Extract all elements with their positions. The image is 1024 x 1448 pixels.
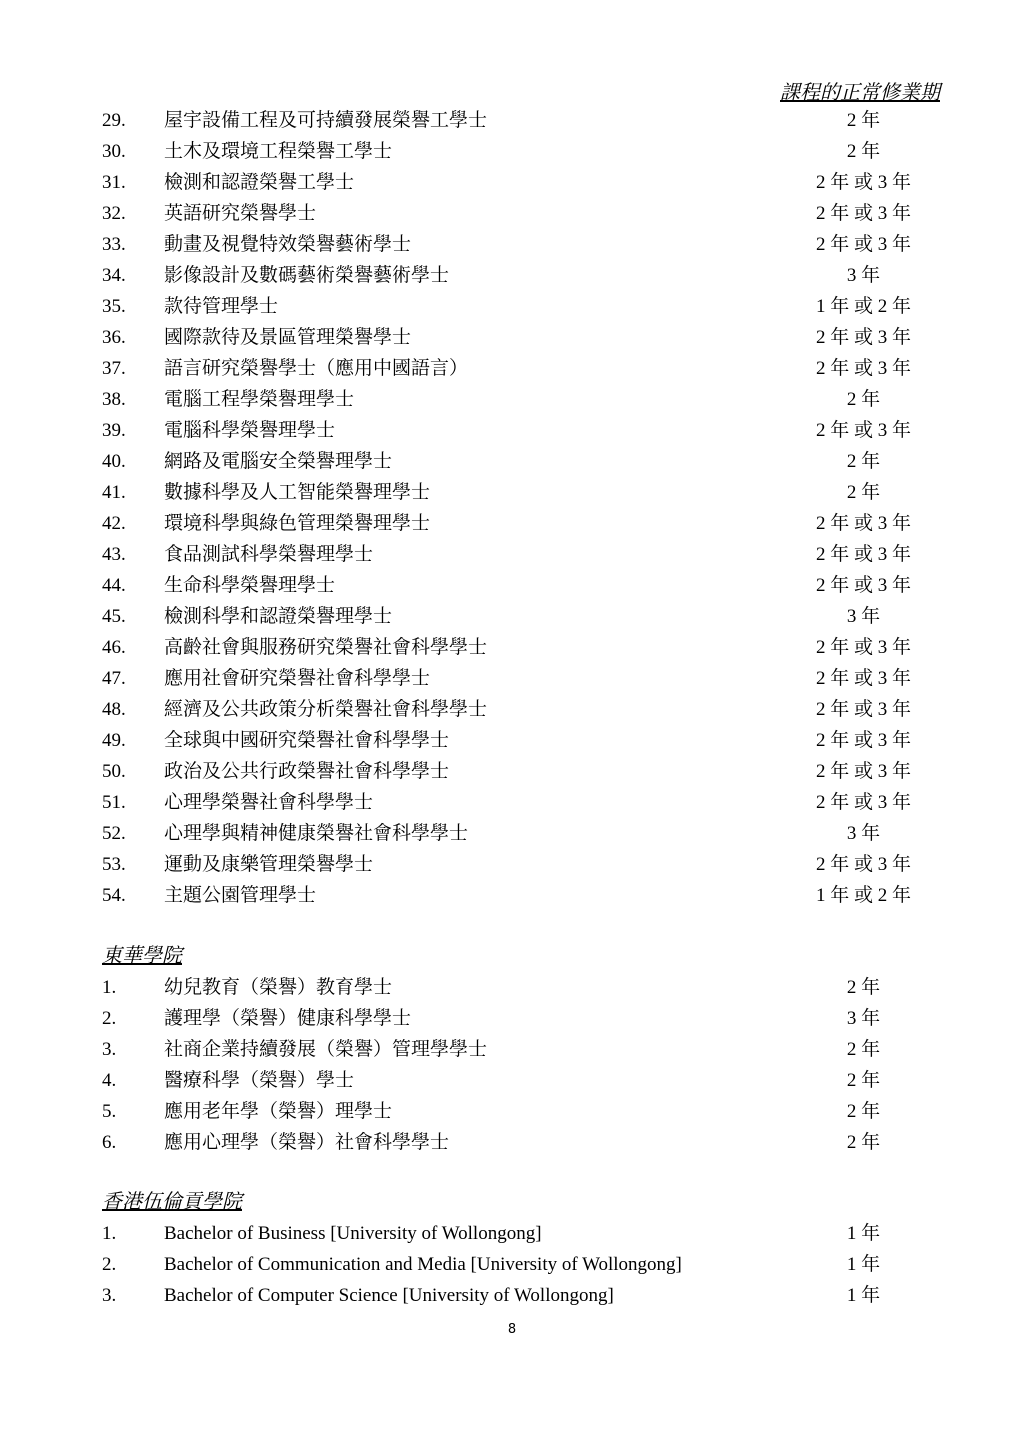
program-name: 檢測科學和認證榮譽理學士 xyxy=(164,606,393,627)
program-row xyxy=(102,1034,962,1065)
program-number: 41. xyxy=(102,482,126,503)
program-row xyxy=(102,1249,962,1280)
program-duration: 1 年 或 2 年 xyxy=(815,885,911,906)
program-name: Bachelor of Business [University of Wollongong] xyxy=(164,1223,542,1244)
program-row xyxy=(102,818,962,849)
program-row xyxy=(102,322,962,353)
program-number: 36. xyxy=(102,327,126,348)
program-name: 社商企業持續發展（榮譽）管理學學士 xyxy=(164,1039,488,1060)
program-number: 3. xyxy=(102,1285,117,1306)
program-name: 國際款待及景區管理榮譽學士 xyxy=(164,327,412,348)
program-name: 食品測試科學榮譽理學士 xyxy=(164,544,374,565)
program-name: 經濟及公共政策分析榮譽社會科學學士 xyxy=(164,699,488,720)
program-row xyxy=(102,260,962,291)
program-name: 土木及環境工程榮譽工學士 xyxy=(164,141,393,162)
program-row xyxy=(102,415,962,446)
program-duration: 2 年 或 3 年 xyxy=(815,575,911,596)
program-number: 34. xyxy=(102,265,126,286)
program-row xyxy=(102,880,962,911)
program-row xyxy=(102,849,962,880)
program-row xyxy=(102,1003,962,1034)
program-name: 心理學與精神健康榮譽社會科學學士 xyxy=(164,823,469,844)
program-duration: 2 年 xyxy=(846,482,881,503)
program-row xyxy=(102,1096,962,1127)
program-duration: 2 年 或 3 年 xyxy=(815,792,911,813)
program-duration: 2 年 或 3 年 xyxy=(815,420,911,441)
program-row xyxy=(102,229,962,260)
program-list-section-3 xyxy=(102,1218,962,1311)
program-number: 2. xyxy=(102,1254,117,1275)
program-name: 電腦科學榮譽理學士 xyxy=(164,420,336,441)
program-number: 29. xyxy=(102,110,126,131)
program-duration: 2 年 或 3 年 xyxy=(815,513,911,534)
program-duration: 2 年 或 3 年 xyxy=(815,203,911,224)
program-row xyxy=(102,477,962,508)
institution-title-uow: 香港伍倫貢學院 xyxy=(102,1191,242,1213)
program-row xyxy=(102,136,962,167)
program-name: 檢測和認證榮譽工學士 xyxy=(164,172,355,193)
program-number: 2. xyxy=(102,1008,117,1029)
program-name: 數據科學及人工智能榮譽理學士 xyxy=(164,482,431,503)
program-row xyxy=(102,508,962,539)
program-duration: 2 年 xyxy=(846,1039,881,1060)
program-duration: 2 年 xyxy=(846,1101,881,1122)
program-row xyxy=(102,694,962,725)
program-duration: 3 年 xyxy=(846,606,881,627)
program-row xyxy=(102,291,962,322)
program-name: 應用心理學（榮譽）社會科學學士 xyxy=(164,1132,450,1153)
program-number: 32. xyxy=(102,203,126,224)
program-name: Bachelor of Computer Science [University of Wollongong] xyxy=(164,1285,614,1306)
program-duration: 2 年 或 3 年 xyxy=(815,699,911,720)
program-duration: 2 年 或 3 年 xyxy=(815,234,911,255)
program-row xyxy=(102,756,962,787)
program-number: 31. xyxy=(102,172,126,193)
program-row xyxy=(102,384,962,415)
program-list-section-1 xyxy=(102,105,962,911)
program-number: 53. xyxy=(102,854,126,875)
program-duration: 2 年 或 3 年 xyxy=(815,358,911,379)
program-number: 30. xyxy=(102,141,126,162)
program-number: 6. xyxy=(102,1132,117,1153)
program-duration: 2 年 xyxy=(846,451,881,472)
program-duration: 2 年 xyxy=(846,977,881,998)
program-duration: 2 年 或 3 年 xyxy=(815,730,911,751)
program-row xyxy=(102,167,962,198)
program-duration: 2 年 或 3 年 xyxy=(815,544,911,565)
program-number: 5. xyxy=(102,1101,117,1122)
program-number: 46. xyxy=(102,637,126,658)
program-duration: 2 年 或 3 年 xyxy=(815,668,911,689)
program-number: 51. xyxy=(102,792,126,813)
program-name: 網路及電腦安全榮譽理學士 xyxy=(164,451,393,472)
program-name: 影像設計及數碼藝術榮譽藝術學士 xyxy=(164,265,450,286)
program-name: 醫療科學（榮譽）學士 xyxy=(164,1070,355,1091)
duration-column-header: 課程的正常修業期 xyxy=(780,82,940,104)
program-name: 電腦工程學榮譽理學士 xyxy=(164,389,355,410)
program-row xyxy=(102,1065,962,1096)
program-number: 35. xyxy=(102,296,126,317)
program-name: 屋宇設備工程及可持續發展榮譽工學士 xyxy=(164,110,488,131)
program-duration: 2 年 xyxy=(846,1070,881,1091)
program-number: 43. xyxy=(102,544,126,565)
program-row xyxy=(102,198,962,229)
program-row xyxy=(102,1218,962,1249)
program-name: 高齡社會與服務研究榮譽社會科學學士 xyxy=(164,637,488,658)
program-row xyxy=(102,787,962,818)
program-number: 45. xyxy=(102,606,126,627)
program-name: 款待管理學士 xyxy=(164,296,279,317)
program-row xyxy=(102,539,962,570)
program-duration: 3 年 xyxy=(846,823,881,844)
program-duration: 1 年 或 2 年 xyxy=(815,296,911,317)
program-number: 50. xyxy=(102,761,126,782)
program-number: 3. xyxy=(102,1039,117,1060)
program-name: 全球與中國研究榮譽社會科學學士 xyxy=(164,730,450,751)
program-name: 幼兒教育（榮譽）教育學士 xyxy=(164,977,393,998)
program-row xyxy=(102,1127,962,1158)
program-row xyxy=(102,105,962,136)
institution-title-tung-wah: 東華學院 xyxy=(102,945,182,967)
program-number: 33. xyxy=(102,234,126,255)
program-name: 英語研究榮譽學士 xyxy=(164,203,317,224)
program-number: 52. xyxy=(102,823,126,844)
program-name: 主題公園管理學士 xyxy=(164,885,317,906)
page-number: 8 xyxy=(507,1322,517,1337)
program-number: 47. xyxy=(102,668,126,689)
program-row xyxy=(102,601,962,632)
program-number: 1. xyxy=(102,977,117,998)
program-number: 40. xyxy=(102,451,126,472)
program-duration: 1 年 xyxy=(846,1223,881,1244)
program-number: 37. xyxy=(102,358,126,379)
program-name: 生命科學榮譽理學士 xyxy=(164,575,336,596)
program-name: 應用社會研究榮譽社會科學學士 xyxy=(164,668,431,689)
program-duration: 2 年 xyxy=(846,110,881,131)
program-row xyxy=(102,446,962,477)
program-duration: 2 年 xyxy=(846,141,881,162)
program-row xyxy=(102,972,962,1003)
program-row xyxy=(102,353,962,384)
program-duration: 2 年 或 3 年 xyxy=(815,327,911,348)
program-name: 運動及康樂管理榮譽學士 xyxy=(164,854,374,875)
program-name: 應用老年學（榮譽）理學士 xyxy=(164,1101,393,1122)
program-name: 心理學榮譽社會科學學士 xyxy=(164,792,374,813)
program-row xyxy=(102,663,962,694)
program-row xyxy=(102,725,962,756)
program-duration: 1 年 xyxy=(846,1285,881,1306)
program-duration: 2 年 或 3 年 xyxy=(815,637,911,658)
program-name: 護理學（榮譽）健康科學學士 xyxy=(164,1008,412,1029)
program-duration: 2 年 或 3 年 xyxy=(815,854,911,875)
program-number: 42. xyxy=(102,513,126,534)
program-name: Bachelor of Communication and Media [University of Wollongong] xyxy=(164,1254,682,1275)
program-number: 4. xyxy=(102,1070,117,1091)
program-duration: 3 年 xyxy=(846,1008,881,1029)
program-number: 1. xyxy=(102,1223,117,1244)
program-list-section-2 xyxy=(102,972,962,1158)
program-name: 環境科學與綠色管理榮譽理學士 xyxy=(164,513,431,534)
program-name: 動畫及視覺特效榮譽藝術學士 xyxy=(164,234,412,255)
program-number: 44. xyxy=(102,575,126,596)
program-number: 48. xyxy=(102,699,126,720)
program-duration: 2 年 xyxy=(846,1132,881,1153)
program-duration: 2 年 xyxy=(846,389,881,410)
program-duration: 2 年 或 3 年 xyxy=(815,761,911,782)
program-number: 39. xyxy=(102,420,126,441)
program-number: 54. xyxy=(102,885,126,906)
program-row xyxy=(102,632,962,663)
program-name: 政治及公共行政榮譽社會科學學士 xyxy=(164,761,450,782)
program-name: 語言研究榮譽學士（應用中國語言） xyxy=(164,358,469,379)
program-duration: 1 年 xyxy=(846,1254,881,1275)
program-row xyxy=(102,1280,962,1311)
program-duration: 2 年 或 3 年 xyxy=(815,172,911,193)
program-duration: 3 年 xyxy=(846,265,881,286)
program-number: 38. xyxy=(102,389,126,410)
program-row xyxy=(102,570,962,601)
program-number: 49. xyxy=(102,730,126,751)
